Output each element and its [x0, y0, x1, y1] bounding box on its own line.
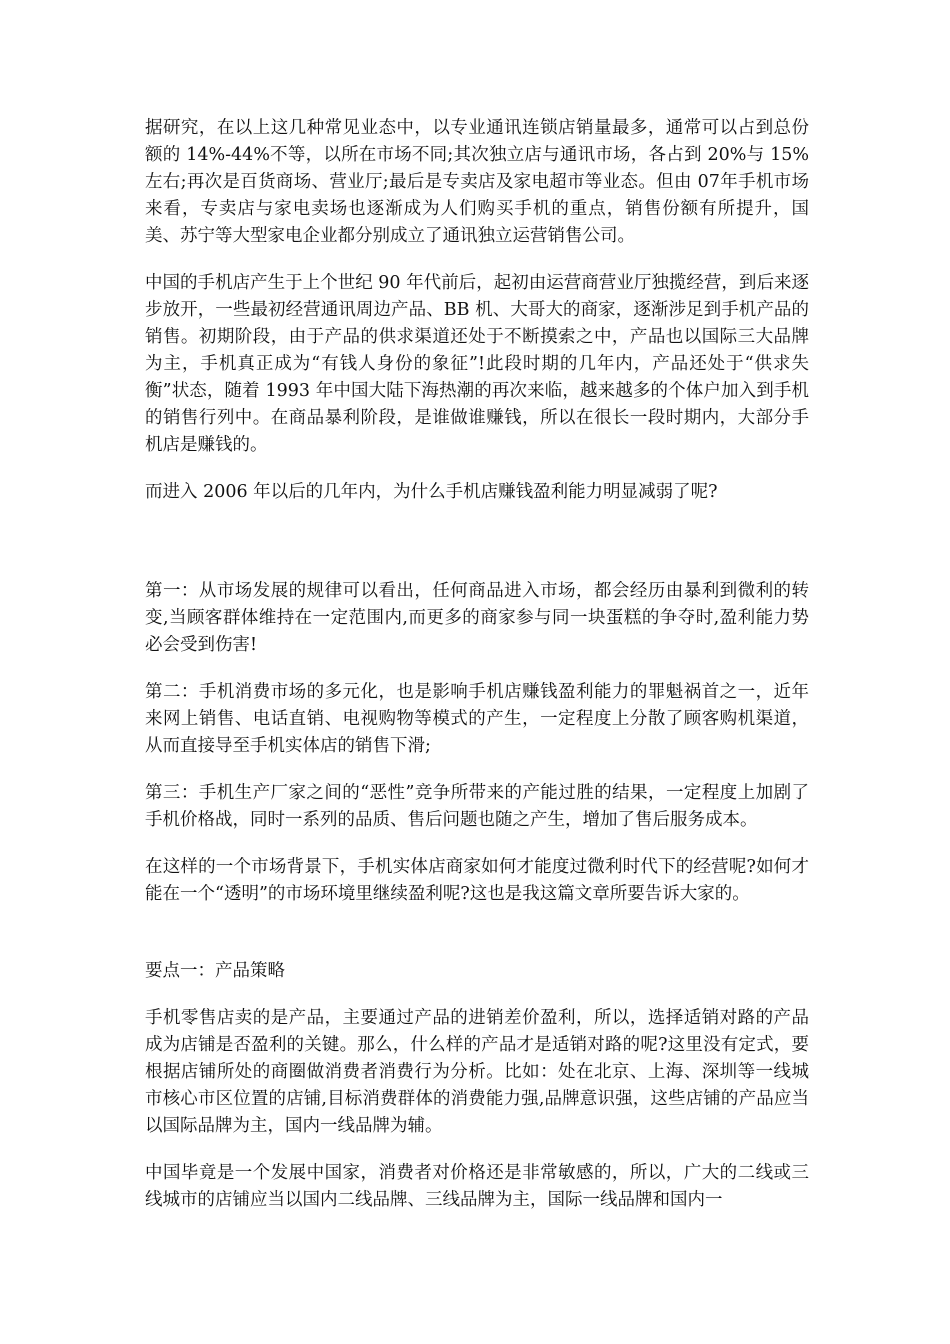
spacer: [145, 526, 809, 578]
spacer: [145, 928, 809, 958]
paragraph-history: 中国的手机店产生于上个世纪 90 年代前后，起初由运营商营业厅独揽经营，到后来逐步放开，一些最初经营通讯周边产品、BB 机、大哥大的商家，逐渐涉足到手机产品的销售。初期阶段，由于产品的供求渠道还处于不断摸索之中，产品也以国际三大品牌为主，手机真正成为“有钱人身份的象征”!此段时期的几年内，产品还处于“供求失衡”状态，随着 1993 年中国大陆下海热潮的再次来临，越来越多的个体户加入到手机的销售行列中。在商品暴利阶段，是谁做谁赚钱，所以在很长一段时期内，大部分手机店是赚钱的。: [145, 273, 809, 455]
document-body: [145, 115, 809, 1234]
paragraph-pricing-sensitivity: 中国毕竟是一个发展中国家，消费者对价格还是非常敏感的，所以，广大的二线或三线城市的店铺应当以国内二线品牌、三线品牌为主，国际一线品牌和国内一: [145, 1163, 809, 1210]
paragraph-reason-1: 第一：从市场发展的规律可以看出，任何商品进入市场，都会经历由暴利到微利的转变,当顾客群体维持在一定范围内,而更多的商家参与同一块蛋糕的争夺时,盈利能力势必会受到伤害!: [145, 581, 809, 655]
paragraph-question: 而进入 2006 年以后的几年内，为什么手机店赚钱盈利能力明显减弱了呢?: [145, 482, 718, 502]
paragraph-research-summary: 据研究，在以上这几种常见业态中，以专业通讯连锁店销量最多，通常可以占到总份额的 14%-44%不等，以所在市场不同;其次独立店与通讯市场，各占到 20%与 15%左右;再次是百货商场、营业厅;最后是专卖店及家电超市等业态。但由 07年手机市场来看，专卖店与家电卖场也逐渐成为人们购买手机的重点，销售份额有所提升，国美、苏宁等大型家电企业都分别成立了通讯独立运营销售公司。: [145, 118, 809, 246]
section-heading-product-strategy: 要点一：产品策略: [145, 961, 285, 981]
paragraph-reason-3: 第三：手机生产厂家之间的“恶性”竞争所带来的产能过胜的结果，一定程度上加剧了手机价格战，同时一系列的品质、售后问题也随之产生，增加了售后服务成本。: [145, 783, 809, 830]
paragraph-background: 在这样的一个市场背景下，手机实体店商家如何才能度过微利时代下的经营呢?如何才能在一个“透明”的市场环境里继续盈利呢?这也是我这篇文章所要告诉大家的。: [145, 857, 809, 904]
paragraph-reason-2: 第二：手机消费市场的多元化，也是影响手机店赚钱盈利能力的罪魁祸首之一，近年来网上销售、电话直销、电视购物等模式的产生，一定程度上分散了顾客购机渠道，从而直接导至手机实体店的销售下滑;: [145, 682, 809, 756]
paragraph-product-strategy: 手机零售店卖的是产品，主要通过产品的进销差价盈利，所以，选择适销对路的产品成为店铺是否盈利的关键。那么，什么样的产品才是适销对路的呢?这里没有定式，要根据店铺所处的商圈做消费者消费行为分析。比如：处在北京、上海、深圳等一线城市核心市区位置的店铺,目标消费群体的消费能力强,品牌意识强，这些店铺的产品应当以国际品牌为主，国内一线品牌为辅。: [145, 1008, 809, 1136]
